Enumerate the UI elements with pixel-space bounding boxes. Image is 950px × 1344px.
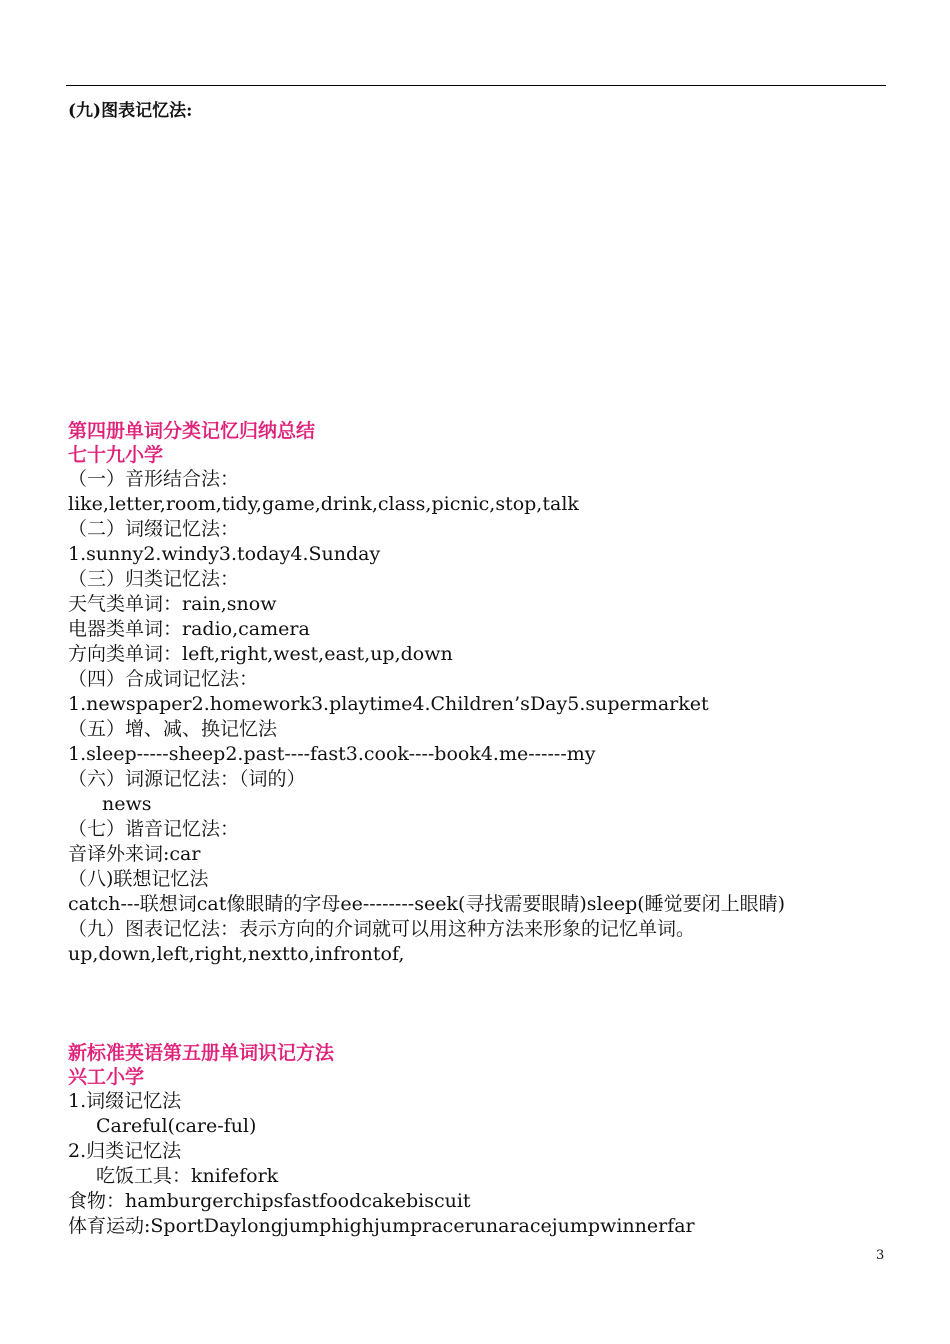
section1-title: 第四册单词分类记忆归纳总结: [68, 420, 316, 442]
text-line: （七）谐音记忆法：: [68, 818, 240, 840]
section-grade4-vocabulary: [68, 419, 886, 967]
text-line: 1.sunny2.windy3.today4.Sunday: [68, 543, 381, 565]
top-section-label: (九)图表记忆法:: [68, 101, 193, 121]
text-line: like,letter,room,tidy,game,drink,class,picnic,stop,talk: [68, 493, 579, 515]
text-line: （二）词缀记忆法：: [68, 518, 240, 540]
page-number: 3: [876, 1248, 885, 1263]
text-line: up,down,left,right,nextto,infrontof,: [68, 943, 405, 965]
text-line: news: [102, 793, 152, 815]
text-line: 电器类单词：radio,camera: [68, 618, 310, 640]
text-line: 1.sleep-----sheep2.past----fast3.cook----book4.me------my: [68, 743, 596, 765]
text-line: 音译外来词:car: [68, 843, 201, 865]
section-grade5-vocabulary: [68, 1041, 886, 1239]
text-line: （五）增、减、换记忆法: [68, 718, 278, 740]
section2-title: 新标准英语第五册单词识记方法: [68, 1042, 335, 1064]
text-line: 吃饭工具：knifefork: [96, 1165, 279, 1187]
text-line: 1.newspaper2.homework3.playtime4.Children’sDay5.supermarket: [68, 693, 709, 715]
text-line: 食物：hamburgerchipsfastfoodcakebiscuit: [68, 1190, 471, 1212]
text-line: （九）图表记忆法：表示方向的介词就可以用这种方法来形象的记忆单词。: [68, 918, 696, 940]
text-line: 天气类单词：rain,snow: [68, 593, 277, 615]
text-line: （六）词源记忆法：（词的）: [68, 768, 306, 790]
text-line: 2.归类记忆法: [68, 1140, 182, 1162]
text-line: catch---联想词cat像眼睛的字母ee--------seek(寻找需要眼睛)sleep(睡觉要闭上眼睛): [68, 893, 786, 915]
section1-school: 七十九小学: [68, 444, 164, 466]
text-line: （四）合成词记忆法：: [68, 668, 259, 690]
text-line: （八)联想记忆法: [68, 868, 209, 890]
text-line: （一）音形结合法：: [68, 468, 240, 490]
text-line: （三）归类记忆法：: [68, 568, 240, 590]
text-line: Careful(care-ful): [96, 1115, 257, 1137]
text-line: 方向类单词：left,right,west,east,up,down: [68, 643, 453, 665]
text-line: 体育运动:SportDaylongjumphighjumpracerunaracejumpwinnerfar: [68, 1215, 695, 1237]
section2-school: 兴工小学: [68, 1066, 145, 1088]
header-rule: [66, 85, 886, 86]
text-line: 1.词缀记忆法: [68, 1090, 182, 1112]
